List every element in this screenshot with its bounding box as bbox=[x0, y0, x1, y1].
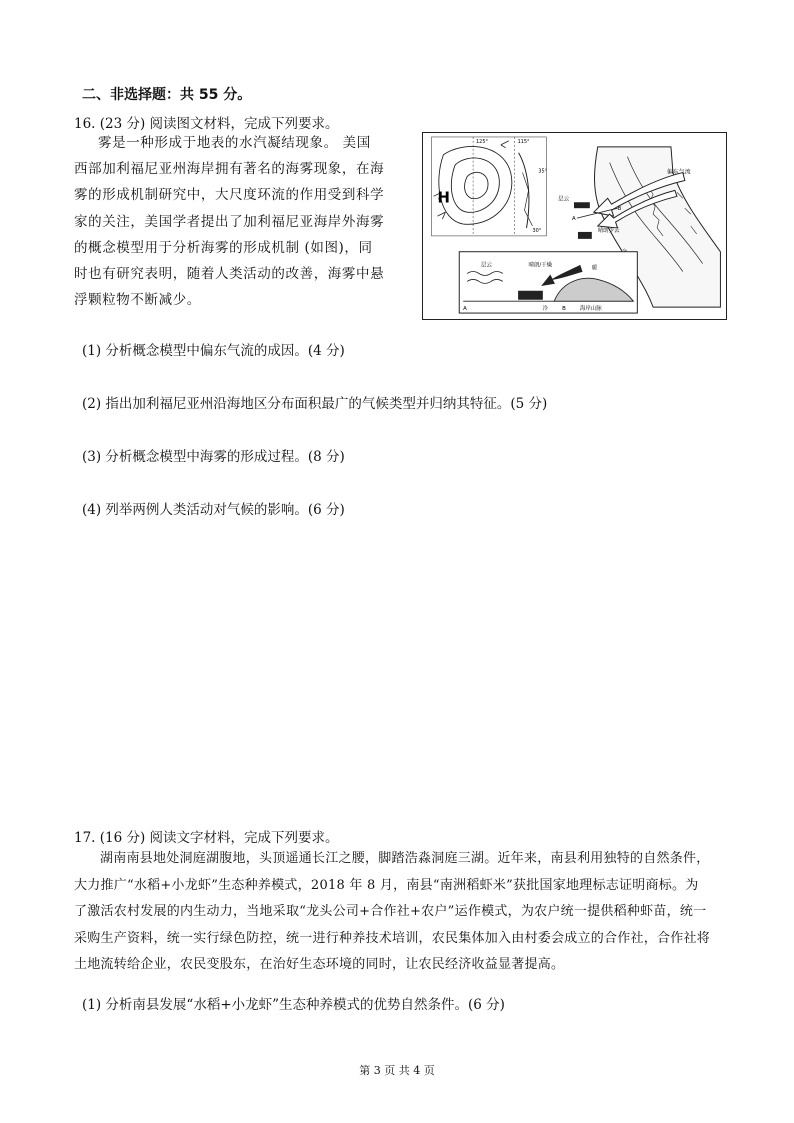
stratus-cloud-mark bbox=[574, 202, 590, 208]
lon-125-label: 125° bbox=[476, 138, 488, 145]
lat-35-label: 35° bbox=[538, 168, 548, 175]
fog-concept-model-figure bbox=[422, 132, 727, 320]
sunny-less-cloud-label: 晴朗少云 bbox=[597, 227, 620, 234]
q16-paragraph bbox=[74, 130, 409, 313]
pressure-high-label: H bbox=[437, 189, 450, 207]
q16-line-6: 时也有研究表明，随着人类活动的改善，海雾中悬 bbox=[74, 266, 385, 283]
stratus-label: 层云 bbox=[558, 196, 570, 203]
q17-paragraph bbox=[74, 846, 724, 979]
q17-header: 17. (16 分) 阅读文字材料，完成下列要求。 bbox=[74, 830, 339, 846]
q16-line-7: 浮颗粒物不断减少。 bbox=[74, 292, 201, 309]
q16-sub-4: (4) 列举两例人类活动对气候的影响。(6 分) bbox=[82, 502, 345, 518]
inset-stratus-label: 层云 bbox=[481, 262, 492, 269]
inset-a-label: A bbox=[463, 306, 467, 313]
q16-line-4: 家的关注，美国学者提出了加利福尼亚海岸外海雾 bbox=[74, 213, 385, 230]
inset-sunny-dry-label: 晴朗/干燥 bbox=[528, 262, 553, 269]
point-a-label: A bbox=[572, 216, 576, 223]
q17-line-4: 采购生产资料，统一实行绿色防控，统一进行种养技术培训，农民集体加入由村委会成立的合作社，合作社将 bbox=[74, 930, 711, 946]
q16-line-1: 雾是一种形成于地表的水汽凝结现象。 美国 bbox=[98, 135, 371, 151]
q17-line-5: 土地流转给企业，农民变股东，在治好生态环境的同时，让农民经济收益显著提高。 bbox=[74, 957, 565, 972]
inset-b-label: B bbox=[562, 306, 566, 313]
q16-sub-2: (2) 指出加利福尼亚州沿海地区分布面积最广的气候类型并归纳其特征。(5 分) bbox=[82, 396, 548, 412]
lon-115-label: 115° bbox=[517, 138, 530, 145]
q17-sub-1: (1) 分析南县发展“水稻+小龙虾”生态种养模式的优势自然条件。(6 分) bbox=[82, 997, 505, 1013]
q16-line-5: 的概念模型用于分析海雾的形成机制 (如图)，同 bbox=[74, 239, 373, 256]
point-b-label: B bbox=[617, 206, 622, 213]
q16-sub-3: (3) 分析概念模型中海雾的形成过程。(8 分) bbox=[82, 449, 345, 465]
inset-coastal-range-label: 海岸山脉 bbox=[579, 306, 602, 313]
fog-bank-mark bbox=[578, 232, 592, 239]
q16-line-2: 西部加利福尼亚州海岸拥有著名的海雾现象，在海 bbox=[74, 161, 385, 178]
easterly-flow-label: 偏东气流 bbox=[667, 168, 691, 176]
q17-line-3: 了激活农村发展的内生动力，当地采取“龙头公司+合作社+农户”运作模式，为农户统一提供稻种虾苗，统一 bbox=[74, 904, 707, 919]
cross-section-inset bbox=[459, 252, 637, 313]
inset-warm-label: 暖 bbox=[591, 265, 598, 272]
q16-sub-1: (1) 分析概念模型中偏东气流的成因。(4 分) bbox=[82, 343, 345, 359]
pressure-map-panel bbox=[432, 137, 547, 236]
lat-30-label: 30° bbox=[532, 227, 542, 234]
q16-header: 16. (23 分) 阅读图文材料，完成下列要求。 bbox=[74, 116, 339, 132]
section-title: 二、非选择题：共 55 分。 bbox=[82, 87, 252, 103]
q17-line-1: 湖南南县地处洞庭湖腹地，头顶遥通长江之腰，脚踏浩淼洞庭三湖。近年来，南县利用独特的自然条件， bbox=[100, 851, 710, 866]
page-footer: 第 3 页 共 4 页 bbox=[359, 1064, 435, 1077]
inset-cold-label: 冷 bbox=[542, 306, 548, 313]
q16-line-3: 雾的形成机制研究中，大尺度环流的作用受到科学 bbox=[74, 187, 385, 204]
q17-line-2: 大力推广“水稻+小龙虾”生态种养模式，2018 年 8 月，南县“南洲稻虾米”获批国家地理标志证明商标。为 bbox=[74, 877, 699, 893]
